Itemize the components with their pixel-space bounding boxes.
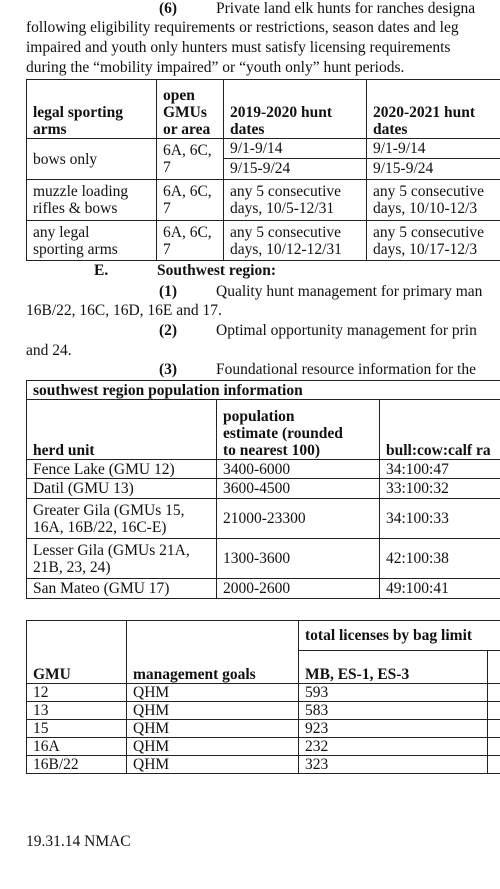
estimate-cell: 3600-4500	[217, 479, 380, 499]
header-2019-2020-dates: 2019-2020 hunt dates	[224, 80, 367, 139]
ratio-cell: 34:100:47	[380, 460, 500, 479]
header-population-estimate: population estimate (rounded to nearest 100)	[217, 400, 380, 460]
header-total-licenses: total licenses by bag limit	[299, 621, 500, 651]
ratio-cell: 34:100:33	[380, 499, 500, 539]
section-e-title: Southwest region:	[157, 262, 276, 279]
arms-cell: bows only	[27, 139, 157, 180]
header-open-gmus: open GMUs or area	[157, 80, 224, 139]
table-row	[27, 499, 500, 539]
herd-unit-cell: Greater Gila (GMUs 15, 16A, 16B/22, 16C-E)	[27, 499, 217, 539]
para6-line-4: during the “mobility impaired” or “youth only” hunt periods.	[26, 59, 405, 76]
gmu-cell: 13	[27, 702, 127, 720]
para1-line-2: 16B/22, 16C, 16D, 16E and 17.	[26, 302, 222, 319]
licenses-header-row-1	[27, 621, 500, 651]
herd-unit-cell: Fence Lake (GMU 12)	[27, 460, 217, 479]
mb-cell: 232	[299, 738, 488, 756]
table-row	[27, 180, 500, 221]
population-title-row	[27, 381, 500, 400]
gmu-cell: 12	[27, 684, 127, 702]
dates-2019-cell: any 5 consecutive days, 10/5-12/31	[224, 180, 367, 221]
estimate-cell: 21000-23300	[217, 499, 380, 539]
goal-cell: QHM	[127, 702, 299, 720]
next-cell	[488, 756, 500, 774]
hunt-dates-header-row	[27, 80, 500, 139]
table-row	[27, 702, 500, 720]
para2-line-1: (2) Optimal opportunity management for prin	[159, 322, 477, 339]
population-table	[26, 380, 500, 599]
goal-cell: QHM	[127, 720, 299, 738]
header-bull-cow-calf-ratio: bull:cow:calf ra	[380, 400, 500, 460]
para6-line-2: following eligibility requirements or restrictions, season dates and leg	[26, 19, 459, 36]
table-row	[27, 479, 500, 499]
para2-line-2: and 24.	[26, 342, 72, 359]
population-header-row	[27, 400, 500, 460]
para3-line-1: (3) Foundational resource information for the	[159, 361, 476, 378]
para6-line-3: impaired and youth only hunters must satisfy licensing requirements	[26, 39, 451, 56]
ratio-cell: 33:100:32	[380, 479, 500, 499]
table-row	[27, 539, 500, 579]
table-row	[27, 720, 500, 738]
table-row	[27, 756, 500, 774]
header-gmu: GMU	[27, 621, 127, 684]
ratio-cell: 49:100:41	[380, 579, 500, 599]
herd-unit-cell: Lesser Gila (GMUs 21A, 21B, 23, 24)	[27, 539, 217, 579]
table-row	[27, 579, 500, 599]
dates-2019-cell: 9/1-9/14 9/15-9/24	[224, 139, 367, 180]
header-next-bag-limit	[488, 651, 500, 684]
gmu-cell: 15	[27, 720, 127, 738]
gmu-cell: 16A	[27, 738, 127, 756]
para1-number: (1)	[159, 283, 178, 300]
footer-citation: 19.31.14 NMAC	[26, 833, 131, 850]
dates-2019-cell: any 5 consecutive days, 10/12-12/31	[224, 221, 367, 261]
para6-number: (6)	[159, 0, 178, 17]
hunt-dates-table	[26, 79, 500, 261]
population-table-title: southwest region population information	[27, 381, 500, 400]
header-mb-es: MB, ES-1, ES-3	[299, 651, 488, 684]
goal-cell: QHM	[127, 684, 299, 702]
dates-2020-cell: 9/1-9/14 9/15-9/24	[367, 139, 500, 180]
dates-2020-cell: any 5 consecutive days, 10/17-12/3	[367, 221, 500, 261]
next-cell	[488, 720, 500, 738]
table-row	[27, 684, 500, 702]
header-2020-2021-dates: 2020-2021 hunt dates	[367, 80, 500, 139]
header-legal-sporting-arms: legal sporting arms	[27, 80, 157, 139]
ratio-cell: 42:100:38	[380, 539, 500, 579]
header-management-goals: management goals	[127, 621, 299, 684]
gmus-cell: 6A, 6C, 7	[157, 221, 224, 261]
estimate-cell: 3400-6000	[217, 460, 380, 479]
next-cell	[488, 702, 500, 720]
section-e-letter: E.	[94, 262, 109, 279]
herd-unit-cell: Datil (GMU 13)	[27, 479, 217, 499]
table-row	[27, 221, 500, 261]
para6-line-1: (6) Private land elk hunts for ranches designa	[159, 0, 476, 17]
gmu-cell: 16B/22	[27, 756, 127, 774]
mb-cell: 323	[299, 756, 488, 774]
mb-cell: 923	[299, 720, 488, 738]
dates-2020-cell: any 5 consecutive days, 10/10-12/3	[367, 180, 500, 221]
table-row	[27, 139, 500, 180]
arms-cell: any legal sporting arms	[27, 221, 157, 261]
table-row	[27, 460, 500, 479]
para1-line-1: (1) Quality hunt management for primary man	[159, 283, 483, 300]
licenses-table	[26, 620, 500, 774]
para3-number: (3)	[159, 361, 178, 378]
section-e-heading	[94, 262, 276, 280]
mb-cell: 583	[299, 702, 488, 720]
mb-cell: 593	[299, 684, 488, 702]
table-row	[27, 738, 500, 756]
goal-cell: QHM	[127, 756, 299, 774]
gmus-cell: 6A, 6C, 7	[157, 180, 224, 221]
arms-cell: muzzle loading rifles & bows	[27, 180, 157, 221]
header-herd-unit: herd unit	[27, 400, 217, 460]
goal-cell: QHM	[127, 738, 299, 756]
para2-number: (2)	[159, 322, 178, 339]
estimate-cell: 1300-3600	[217, 539, 380, 579]
estimate-cell: 2000-2600	[217, 579, 380, 599]
gmus-cell: 6A, 6C, 7	[157, 139, 224, 180]
next-cell	[488, 684, 500, 702]
next-cell	[488, 738, 500, 756]
herd-unit-cell: San Mateo (GMU 17)	[27, 579, 217, 599]
